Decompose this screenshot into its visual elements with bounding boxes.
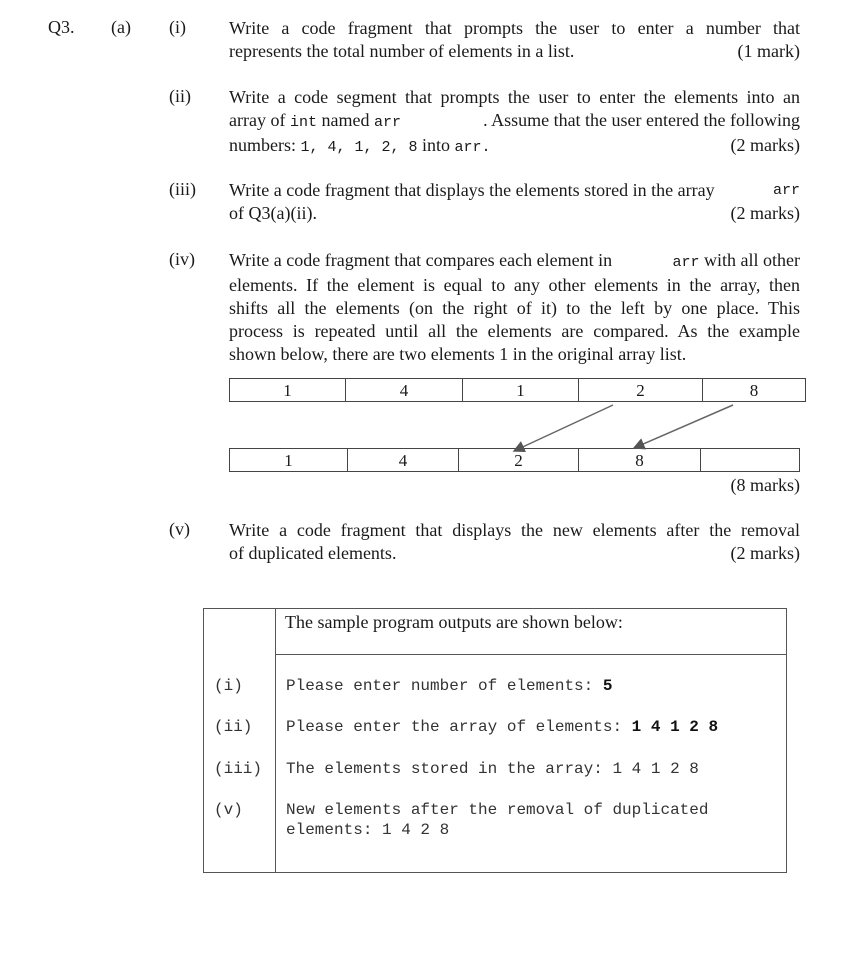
item-iii-text: Write a code fragment that displays the elements stored in the array arr of Q3(a)(ii). (2 marks): [229, 180, 800, 223]
sample-row-label: (iii): [214, 760, 263, 778]
item-i-label: (i): [169, 17, 186, 37]
original-cell: 4: [345, 378, 463, 402]
sample-row-label: (i): [214, 677, 243, 695]
sample-output-table: [203, 608, 787, 873]
item-iv-marks: (8 marks): [730, 475, 800, 495]
item-v-text: Write a code fragment that displays the new elements after the removal of duplicated elements. (2 marks): [229, 520, 800, 563]
arrow-2-shift: [514, 405, 613, 451]
sample-row-label: (v): [214, 801, 243, 819]
item-iv-label: (iv): [169, 249, 195, 269]
original-cell: 1: [229, 378, 346, 402]
sample-row-text-cont: elements: 1 4 2 8: [286, 821, 450, 839]
result-cell: 2: [458, 448, 579, 472]
original-cell: 8: [702, 378, 806, 402]
item-i-marks: (1 mark): [737, 41, 800, 61]
item-ii-label: (ii): [169, 86, 191, 106]
original-cell: 2: [578, 378, 703, 402]
table-divider: [275, 609, 276, 872]
item-iv-text: Write a code fragment that compares each element in arr with all other elements. If the element is equal to any other elements in the array, then shifts all the elements (on the right of it) to the left by one place. This process is repeated until all the elements are compared. As the example shown below, there are two elements 1 in the original array list.: [229, 250, 800, 364]
question-number: Q3.: [48, 17, 75, 37]
sample-row-text: Please enter number of elements: 5: [286, 677, 613, 695]
sample-row-label: (ii): [214, 718, 253, 736]
arrow-8-shift: [634, 405, 733, 448]
item-ii-marks: (2 marks): [730, 135, 800, 155]
item-v-label: (v): [169, 519, 190, 539]
item-iii-marks: (2 marks): [730, 203, 800, 223]
result-cell: 8: [578, 448, 701, 472]
part-label: (a): [111, 17, 131, 37]
item-ii-text: Write a code segment that prompts the user to enter the elements into an array of int named arr . Assume that the user entered the following numbers: 1, 4, 1, 2, 8 into arr. (2 marks): [229, 86, 800, 159]
table-header-divider: [275, 654, 786, 655]
item-i-text: Write a code fragment that prompts the user to enter a number that represents the total number of elements in a list. (1 mark): [229, 18, 800, 61]
result-cell: 4: [347, 448, 459, 472]
result-cell: 1: [229, 448, 348, 472]
item-iii-label: (iii): [169, 179, 196, 199]
sample-row-text: Please enter the array of elements: 1 4 1 2 8: [286, 718, 719, 736]
sample-row-text: New elements after the removal of duplicated: [286, 801, 709, 819]
sample-header: The sample program outputs are shown below:: [285, 612, 623, 632]
original-cell: 1: [462, 378, 579, 402]
sample-row-text: The elements stored in the array: 1 4 1 2 8: [286, 760, 699, 778]
item-v-marks: (2 marks): [730, 543, 800, 563]
